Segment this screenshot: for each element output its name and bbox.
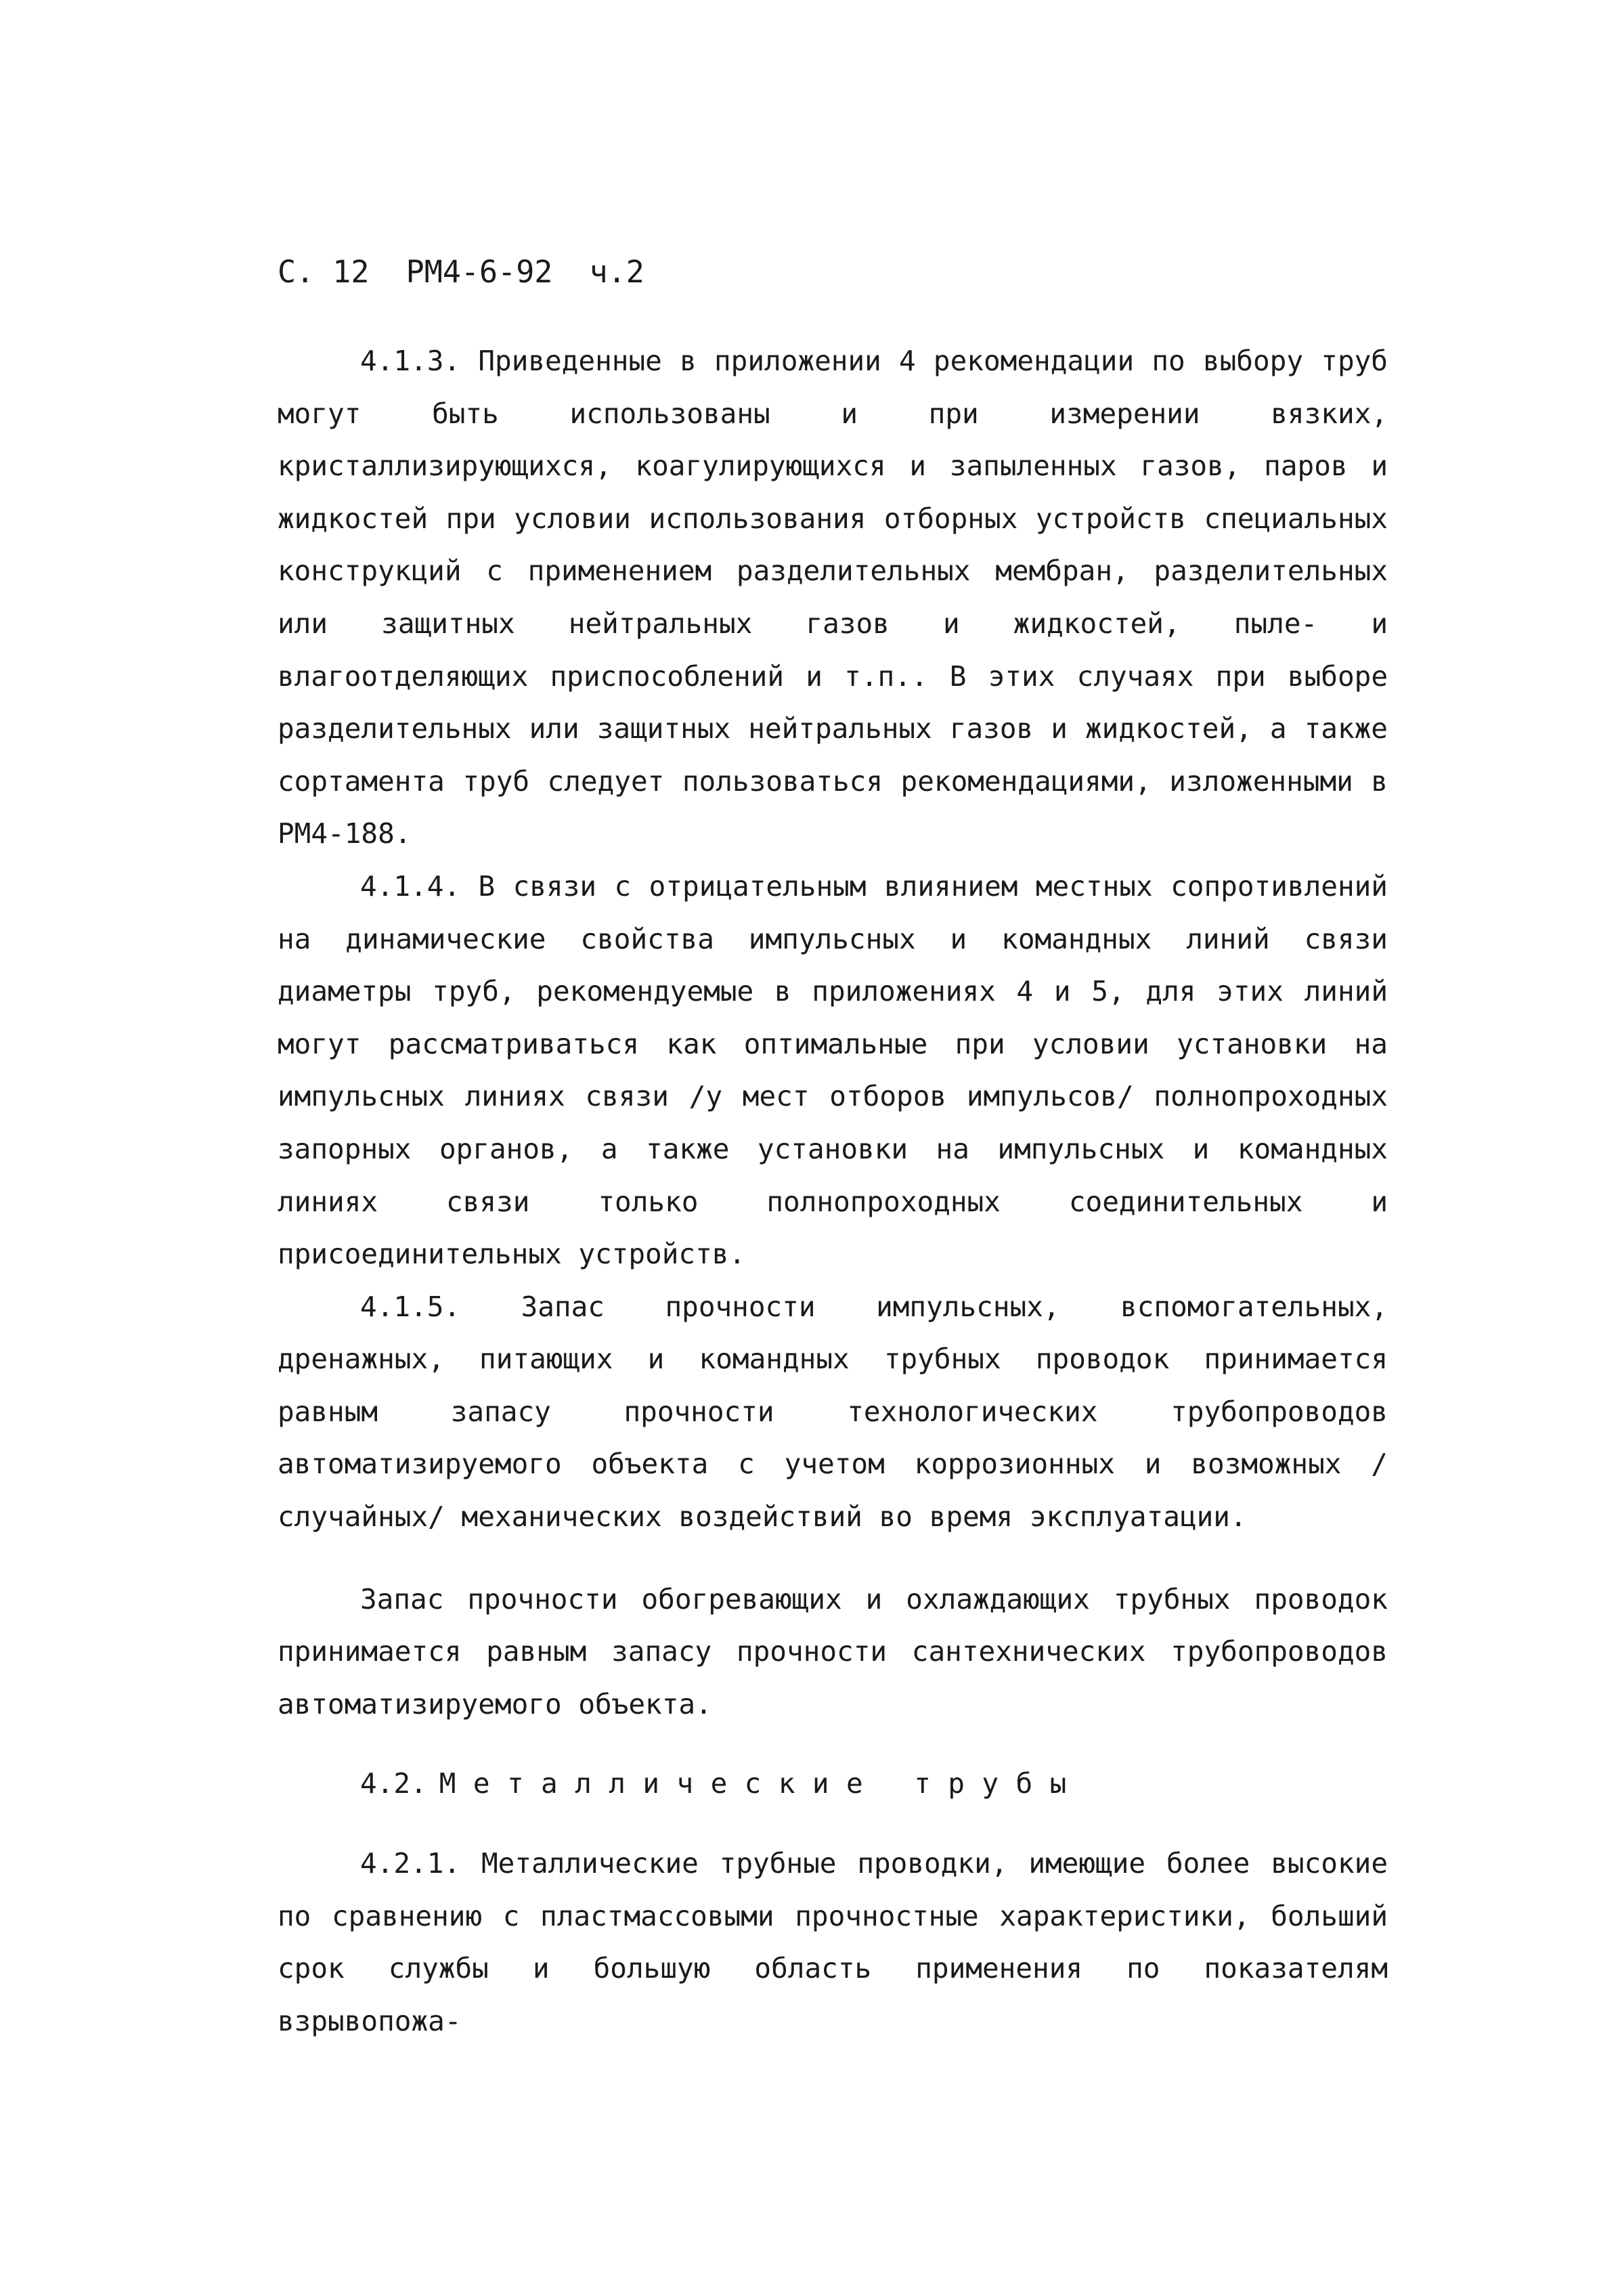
- document-body: [278, 335, 1388, 2048]
- paragraph-4-1-5: 4.1.5. Запас прочности импульсных, вспомогательных, дренажных, питающих и командных трубных проводок принимается равным запасу прочности технологических трубопроводов автоматизируемого объекта с учетом коррозионных и возможных /случайных/ механических воздействий во время эксплуатации.: [278, 1290, 1388, 1534]
- paragraph-4-2-1: 4.2.1. Металлические трубные проводки, имеющие более высокие по сравнению с пластмассовыми прочностные характеристики, больший срок службы и большую область применения по показателям взрывопожа-: [278, 1847, 1388, 2037]
- paragraph-4-1-3: 4.1.3. Приведенные в приложении 4 рекомендации по выбору труб могут быть использованы и при измерении вязких, кристаллизирующихся, коагулирующихся и запыленных газов, паров и жидкостей при условии использования отборных устройств специальных конструкций с применением разделительных мембран, разделительных или защитных нейтральных газов и жидкостей, пыле- и влагоотделяющих приспособлений и т.п.. В этих случаях при выборе разделительных или защитных нейтральных газов и жидкостей, а также сортамента труб следует пользоваться рекомендациями, изложенными в РМ4-188.: [278, 345, 1388, 850]
- page-header: [278, 252, 644, 293]
- paragraph-4-1-5-continued: Запас прочности обогревающих и охлаждающих трубных проводок принимается равным запасу прочности сантехнических трубопроводов автоматизируемого объекта.: [278, 1582, 1388, 1720]
- paragraph-4-1-4: 4.1.4. В связи с отрицательным влиянием местных сопротивлений на динамические свойства импульсных и командных линий связи диаметры труб, рекомендуемые в приложениях 4 и 5, для этих линий могут рассматриваться как оптимальные при условии установки на импульсных линиях связи /у мест отборов импульсов/ полнопроходных запорных органов, а также установки на импульсных и командных линиях связи только полнопроходных соединительных и присоединительных устройств.: [278, 869, 1388, 1271]
- section-heading-4-2: [278, 1758, 1388, 1811]
- document-code: РМ4-6-92: [406, 254, 553, 290]
- page-number: С. 12: [278, 254, 370, 290]
- section-number: 4.2.: [360, 1767, 427, 1800]
- document-part: ч.2: [589, 254, 644, 290]
- section-title: Металлические трубы: [439, 1767, 1084, 1800]
